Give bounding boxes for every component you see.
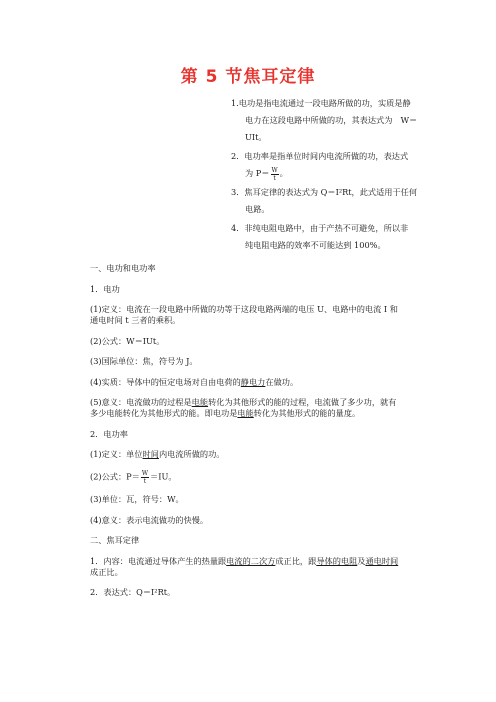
joule-law-text-1: 1．内容：电流通过导体产生的热量跟 [90,555,227,566]
meaning-underlined-1: 电能 [191,397,209,407]
meaning-text-1: (5)意义：电流做功的过程是 [90,397,192,407]
meaning-text-4: 转化为其他形式的能的量度。 [253,408,361,418]
summary-item-2 [231,148,431,182]
section-heading-2: 二、焦耳定律 [90,535,140,545]
power-definition-line [90,449,406,460]
essence-underlined: 静电力 [240,376,266,387]
power-formula-prefix: (2)公式：P＝ [90,471,140,481]
formula-line: (2)公式：W＝IUt。 [90,335,165,346]
subsection-heading-electric-work: 1．电功 [90,283,120,294]
summary-item-4 [231,220,431,254]
body-text [90,263,406,608]
meaning-text-3: 多少电能转化为其他形式的能。即电功是 [90,408,238,418]
summary-box [231,95,431,256]
power-definition-underlined: 时间 [142,449,159,459]
definition-line-2: 通电时间 t 三者的乘积。 [90,315,181,325]
summary-item-3 [231,184,431,218]
summary-formula-suffix: 。 [279,168,288,178]
summary-formula-prefix: 为 P＝ [245,168,270,178]
summary-item-3-line-1: 3．焦耳定律的表达式为 Q＝I²Rt，此式适用于任何 [231,187,418,197]
definition-paragraph [90,304,406,326]
power-unit-line: (3)单位：瓦，符号：W。 [90,494,184,504]
unit-line: (3)国际单位：焦，符号为 J。 [90,356,198,366]
meaning-paragraph [90,397,406,419]
summary-fraction [271,167,279,182]
summary-item-1-line-2: 电力在这段电路中所做的功，其表达式为 W＝ [245,115,418,125]
subsection-heading-electric-power: 2．电功率 [90,428,128,439]
essence-text-end: 在做功。 [265,376,299,387]
summary-item-1-line-3: UIt。 [245,132,267,142]
summary-fraction-denominator: t [273,174,276,182]
summary-item-1-line-1: 1.电功是指电流通过一段电路所做的功，实质是静 [231,98,411,108]
summary-item-4-line-1: 4．非纯电阻电路中，由于产热不可避免，所以非 [231,223,409,233]
joule-law-underlined-3: 通电时间 [365,555,399,566]
essence-text: (4)实质：导体中的恒定电场对自由电荷的 [90,376,241,387]
summary-fraction-numerator: W [271,166,278,174]
joule-law-content [90,556,406,578]
summary-item-3-line-2: 电路。 [245,204,270,214]
summary-item-1 [231,95,431,146]
joule-law-text-3: 及 [357,555,366,566]
power-formula-suffix: ＝IU。 [150,471,177,481]
joule-law-underlined-1: 电流的二次方 [226,555,276,566]
summary-item-2-line-1: 2．电功率是指单位时间内电流所做的功，表达式 [231,151,409,161]
joule-law-underlined-2: 导体的电阻 [316,555,358,566]
meaning-text-2: 转化为其他形式的能的过程，电流做了多少功，就有 [208,397,397,407]
essence-line [90,377,406,388]
power-formula-numerator: W [141,469,149,477]
meaning-underlined-2: 电能 [237,408,254,418]
definition-line-1: (1)定义：电流在一段电路中所做的功等于这段电路两端的电压 U、电路中的电流 I 和 [90,304,398,314]
summary-item-4-line-2: 纯电阻电路的效率不可能达到 100%。 [245,240,386,250]
page-title: 第 5 节焦耳定律 [180,67,316,87]
power-definition-text-end: 内电流所做的功。 [158,449,225,459]
summary-item-2-line-2 [231,165,431,182]
joule-law-text-4: 成正比。 [90,566,123,577]
joule-law-text-2: 成正比，跟 [275,555,317,566]
joule-law-expression: 2．表达式：Q＝I²Rt。 [90,587,176,597]
power-formula-denominator: t [143,477,147,485]
section-heading-1: 一、电功和电功率 [90,263,156,273]
power-definition-text: (1)定义：单位 [90,449,143,459]
power-formula-line [90,470,406,485]
power-meaning-line: (4)意义：表示电流做功的快慢。 [90,514,209,525]
power-formula-fraction [141,470,149,485]
